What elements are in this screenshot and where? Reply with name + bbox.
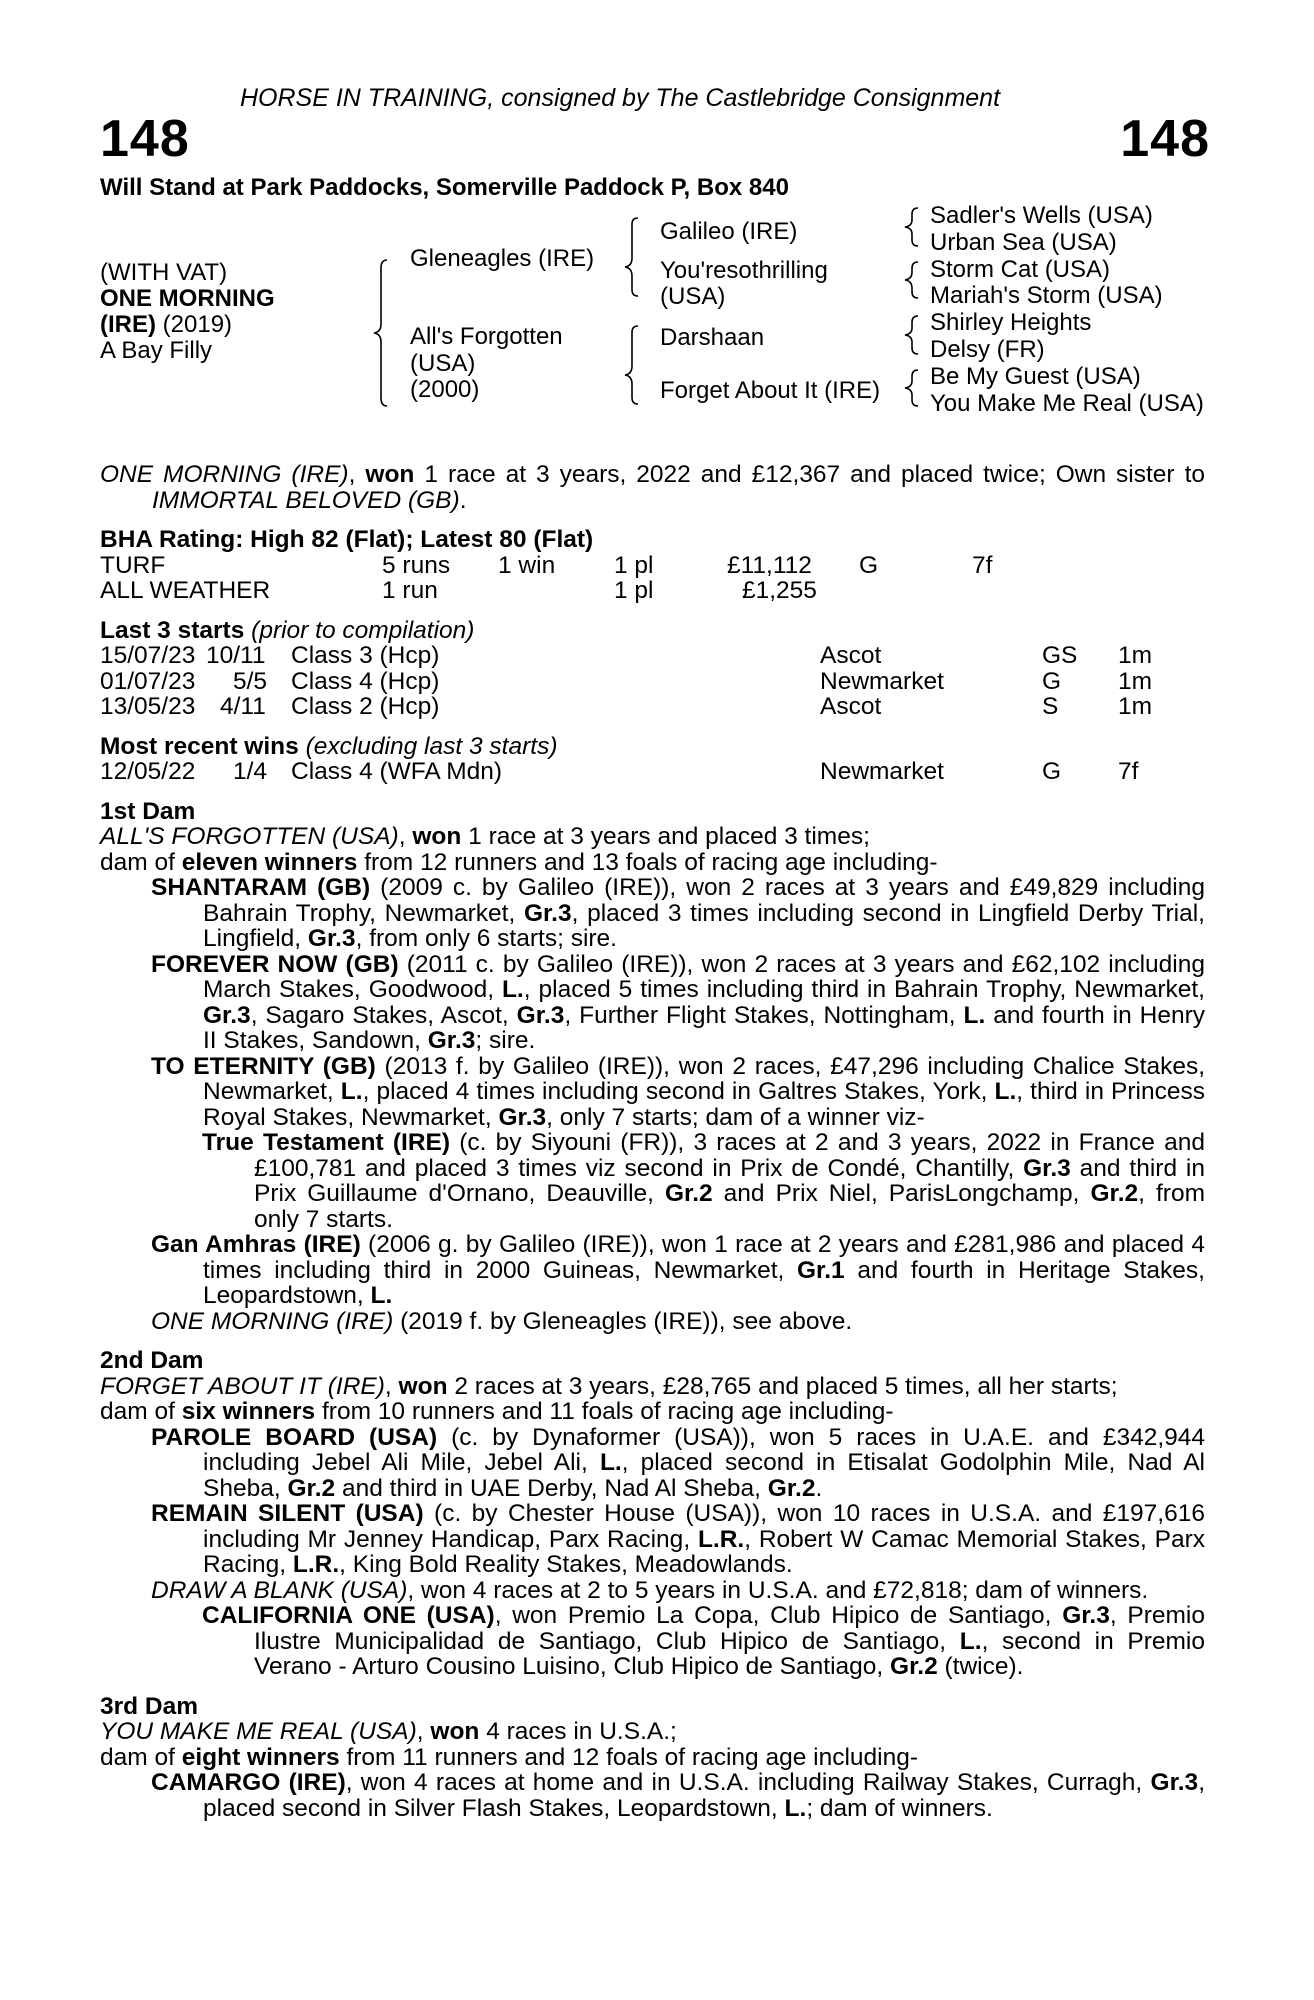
start-row: 15/07/23 10/11 Class 3 (Hcp) Ascot GS 1m	[100, 642, 1153, 669]
produce-entry: TO ETERNITY (GB) (2013 f. by Galileo (IRE)), won 2 races, £47,296 including Chalice Stakes, Newmarket, L., placed 4 times including second in Galtres Stakes, York, L., third in Princess Royal Stakes, Newmarket, Gr.3, only 7 starts; dam of a winner viz-	[151, 1052, 1205, 1131]
last-starts-heading: Last 3 starts (prior to compilation)	[100, 616, 475, 644]
start-row: 13/05/23 4/11 Class 2 (Hcp) Ascot S 1m	[100, 693, 1153, 720]
win-row: 12/05/22 1/4 Class 4 (WFA Mdn) Newmarket G 7f	[100, 758, 1139, 785]
recent-wins-heading: Most recent wins (excluding last 3 starts)	[100, 732, 558, 760]
start-row: 01/07/23 5/5 Class 4 (Hcp) Newmarket G 1m	[100, 667, 1153, 695]
produce-entry: Gan Amhras (IRE) (2006 g. by Galileo (IRE)), won 1 race at 2 years and £281,986 and placed 4 times including third in 2000 Guineas, Newmarket, Gr.1 and fourth in Heritage Stakes, Leopardstown, L.	[151, 1231, 1205, 1309]
dam-name-line1: All's Forgotten	[410, 323, 563, 350]
rating-row-aw: ALL WEATHER 1 run 1 pl £1,255	[100, 577, 817, 604]
sd-bracket	[905, 262, 918, 298]
horse-summary: ONE MORNING (IRE), won 1 race at 3 years, 2022 and £12,367 and placed twice; Own sister to IMMORTAL BELOVED (GB).	[100, 461, 1205, 514]
sss: Sadler's Wells (USA)	[930, 202, 1153, 229]
catalogue-body	[100, 462, 1205, 1821]
horse-description: A Bay Filly	[100, 337, 213, 364]
dds: Be My Guest (USA)	[930, 363, 1141, 390]
produce-sub-entry: True Testament (IRE) (c. by Siyouni (FR)), 3 races at 2 and 3 years, 2022 in France and £100,781 and placed 3 times viz second in Prix de Condé, Chantilly, Gr.3 and third in Prix Guillaume d'Ornano, Deauville, Gr.2 and Prix Niel, ParisLongchamp, Gr.2, from only 7 starts.	[202, 1129, 1205, 1233]
rating-row-turf: TURF 5 runs 1 win 1 pl £11,112 G 7f	[100, 551, 993, 579]
third-dam-produce: dam of eight winners from 11 runners and 12 foals of racing age including-	[100, 1743, 918, 1771]
pedigree-chart	[100, 200, 1220, 415]
dam-parents-bracket	[625, 326, 638, 404]
horse-origin-year: (IRE) (2019)	[100, 311, 233, 338]
ssd: Urban Sea (USA)	[930, 229, 1117, 256]
second-dam-heading: 2nd Dam	[100, 1347, 204, 1374]
horse-name: ONE MORNING	[100, 285, 275, 312]
ss-bracket	[905, 208, 918, 246]
recent-wins-table	[100, 759, 1205, 785]
first-dam-produce: dam of eleven winners from 12 runners and 13 foals of racing age including-	[100, 848, 938, 876]
sire-dam-bracket	[374, 260, 387, 406]
stand-location: Will Stand at Park Paddocks, Somerville Paddock P, Box 840	[100, 174, 789, 201]
vat-note: (WITH VAT)	[100, 259, 228, 286]
first-dam-heading: 1st Dam	[100, 797, 196, 825]
produce-entry: CAMARGO (IRE), won 4 races at home and in U.S.A. including Railway Stakes, Curragh, Gr.3, placed second in Silver Flash Stakes, Leopardstown, L.; dam of winners.	[151, 1769, 1206, 1822]
produce-entry: SHANTARAM (GB) (2009 c. by Galileo (IRE)), won 2 races at 3 years and £49,829 including Bahrain Trophy, Newmarket, Gr.3, placed 3 times including second in Lingfield Derby Trial, Lingfield, Gr.3, from only 6 starts; sire.	[151, 874, 1206, 952]
second-dam-summary: FORGET ABOUT IT (IRE), won 2 races at 3 years, £28,765 and placed 5 times, all her starts;	[100, 1372, 1118, 1400]
sire-parents-bracket	[625, 218, 638, 296]
dam-name-line2: (USA)	[410, 350, 476, 377]
sire-dam-line2: (USA)	[660, 283, 726, 310]
ds-bracket	[905, 316, 918, 354]
dsd: Delsy (FR)	[930, 336, 1045, 363]
sire-sire: Galileo (IRE)	[660, 218, 798, 245]
sdd: Mariah's Storm (USA)	[930, 282, 1163, 309]
bha-rating: BHA Rating: High 82 (Flat); Latest 80 (Flat)	[100, 526, 594, 553]
dd-bracket	[905, 370, 918, 406]
sire-dam-line1: You'resothrilling	[660, 257, 828, 284]
third-dam-summary: YOU MAKE ME REAL (USA), won 4 races in U.S.A.;	[100, 1718, 677, 1745]
first-dam-summary: ALL'S FORGOTTEN (USA), won 1 race at 3 years and placed 3 times;	[100, 823, 870, 850]
consignor-line: HORSE IN TRAINING, consigned by The Castlebridge Consignment	[240, 84, 1001, 112]
third-dam-heading: 3rd Dam	[100, 1692, 199, 1720]
second-dam-produce: dam of six winners from 10 runners and 11 foals of racing age including-	[100, 1398, 894, 1425]
dam-dam: Forget About It (IRE)	[660, 377, 881, 404]
last-starts-table	[100, 643, 1205, 720]
dam-name-line3: (2000)	[410, 376, 480, 403]
produce-entry: DRAW A BLANK (USA), won 4 races at 2 to 5 years in U.S.A. and £72,818; dam of winners.	[151, 1576, 1149, 1604]
sds: Storm Cat (USA)	[930, 256, 1111, 283]
ddd: You Make Me Real (USA)	[930, 390, 1204, 417]
produce-entry: REMAIN SILENT (USA) (c. by Chester House (USA)), won 10 races in U.S.A. and £197,616 including Mr Jenney Handicap, Parx Racing, L.R., Robert W Camac Memorial Stakes, Parx Racing, L.R., King Bold Reality Stakes, Meadowlands.	[151, 1500, 1205, 1578]
produce-entry: ONE MORNING (IRE) (2019 f. by Gleneagles (IRE)), see above.	[151, 1307, 853, 1335]
produce-sub-entry: CALIFORNIA ONE (USA), won Premio La Copa, Club Hipico de Santiago, Gr.3, Premio Ilustre Municipalidad de Santiago, Club Hipico de Santiago, L., second in Premio Verano - Arturo Cousino Luisino, Club Hipico de Santiago, Gr.2 (twice).	[202, 1602, 1206, 1680]
sire-name: Gleneagles (IRE)	[410, 245, 595, 272]
dss: Shirley Heights	[930, 309, 1092, 336]
produce-entry: FOREVER NOW (GB) (2011 c. by Galileo (IRE)), won 2 races at 3 years and £62,102 including March Stakes, Goodwood, L., placed 5 times including third in Bahrain Trophy, Newmarket, Gr.3, Sagaro Stakes, Ascot, Gr.3, Further Flight Stakes, Nottingham, L. and fourth in Henry II Stakes, Sandown, Gr.3; sire.	[151, 950, 1205, 1054]
dam-sire: Darshaan	[660, 324, 765, 351]
produce-entry: PAROLE BOARD (USA) (c. by Dynaformer (USA)), won 5 races in U.A.E. and £342,944 including Jebel Ali Mile, Jebel Ali, L., placed second in Etisalat Godolphin Mile, Nad Al Sheba, Gr.2 and third in UAE Derby, Nad Al Sheba, Gr.2.	[151, 1423, 1206, 1502]
lot-number-left: 148	[100, 110, 190, 168]
rating-table	[100, 553, 1205, 604]
lot-number-right: 148	[1120, 110, 1210, 168]
catalogue-page	[100, 0, 1210, 2000]
